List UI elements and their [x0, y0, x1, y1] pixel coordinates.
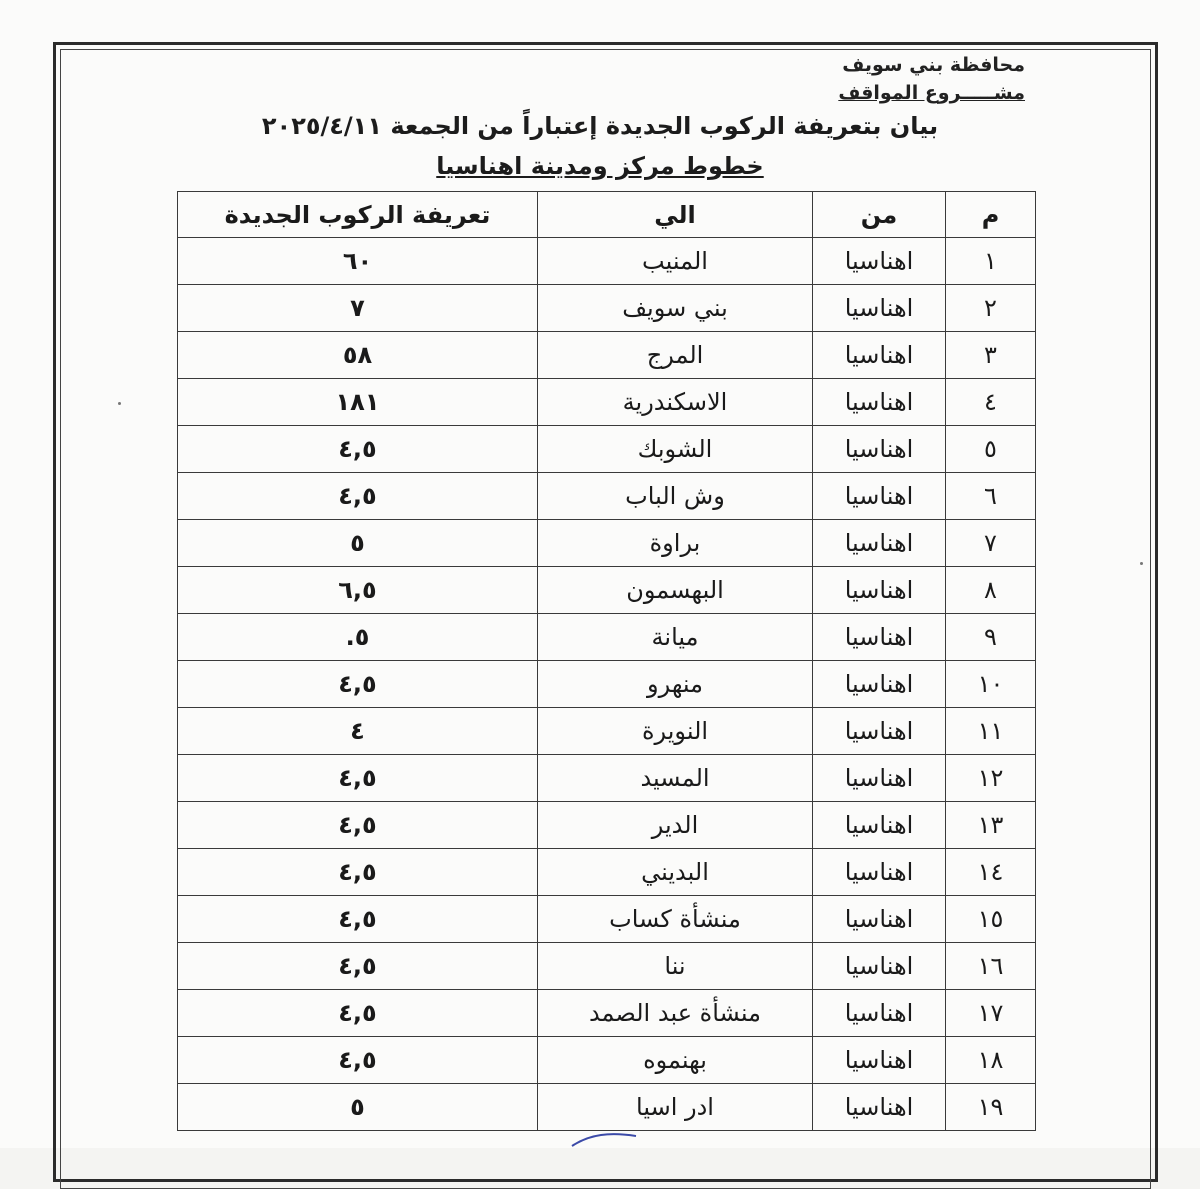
row-to: النويرة	[538, 708, 813, 755]
table-row	[178, 426, 1036, 473]
scan-speck	[1140, 562, 1143, 565]
row-fare: ٦٠	[178, 238, 538, 285]
row-fare: ٤	[178, 708, 538, 755]
row-fare: ٤,٥	[178, 1037, 538, 1084]
table-row	[178, 614, 1036, 661]
row-from: اهناسيا	[813, 238, 946, 285]
column-header-to: الي	[538, 192, 813, 238]
row-fare: ٥	[178, 520, 538, 567]
row-fare: ٤,٥	[178, 990, 538, 1037]
row-from: اهناسيا	[813, 567, 946, 614]
document-subtitle	[180, 152, 1020, 180]
scan-speck	[118, 402, 121, 405]
table-row	[178, 661, 1036, 708]
row-to: الاسكندرية	[538, 379, 813, 426]
row-to: المرج	[538, 332, 813, 379]
row-fare: ٥٨	[178, 332, 538, 379]
table-row	[178, 238, 1036, 285]
row-number: ٢	[946, 285, 1036, 332]
column-header-fare: تعريفة الركوب الجديدة	[178, 192, 538, 238]
row-from: اهناسيا	[813, 755, 946, 802]
column-header-number: م	[946, 192, 1036, 238]
row-number: ١٣	[946, 802, 1036, 849]
row-to: المسيد	[538, 755, 813, 802]
table-row	[178, 990, 1036, 1037]
row-to: منشأة عبد الصمد	[538, 990, 813, 1037]
table-row	[178, 849, 1036, 896]
row-from: اهناسيا	[813, 661, 946, 708]
table-row	[178, 332, 1036, 379]
row-number: ١١	[946, 708, 1036, 755]
row-number: ١	[946, 238, 1036, 285]
table-body	[178, 238, 1036, 1131]
row-number: ١٦	[946, 943, 1036, 990]
row-from: اهناسيا	[813, 802, 946, 849]
row-fare: ٥	[178, 1084, 538, 1131]
row-number: ٦	[946, 473, 1036, 520]
row-from: اهناسيا	[813, 426, 946, 473]
column-header-from: من	[813, 192, 946, 238]
row-from: اهناسيا	[813, 1084, 946, 1131]
row-from: اهناسيا	[813, 285, 946, 332]
document-title: بيان بتعريفة الركوب الجديدة إعتباراً من الجمعة ٢٠٢٥/٤/١١	[261, 112, 939, 140]
row-fare: ٤,٥	[178, 802, 538, 849]
table-row	[178, 802, 1036, 849]
row-from: اهناسيا	[813, 896, 946, 943]
row-number: ٤	[946, 379, 1036, 426]
row-fare: ٤,٥	[178, 849, 538, 896]
row-fare: ٤,٥	[178, 661, 538, 708]
row-to: المنيب	[538, 238, 813, 285]
row-from: اهناسيا	[813, 379, 946, 426]
row-to: بني سويف	[538, 285, 813, 332]
row-fare: ٧	[178, 285, 538, 332]
table-row	[178, 708, 1036, 755]
table-row	[178, 1037, 1036, 1084]
table-row	[178, 1084, 1036, 1131]
row-number: ٣	[946, 332, 1036, 379]
project-label: مشـــــروع المواقف	[838, 82, 1025, 104]
row-number: ١٠	[946, 661, 1036, 708]
table-row	[178, 567, 1036, 614]
row-number: ١٩	[946, 1084, 1036, 1131]
row-to: ادر اسيا	[538, 1084, 813, 1131]
row-from: اهناسيا	[813, 614, 946, 661]
row-to: الشوبك	[538, 426, 813, 473]
signature-mark	[570, 1128, 640, 1148]
table-row	[178, 943, 1036, 990]
table-row	[178, 520, 1036, 567]
row-number: ١٥	[946, 896, 1036, 943]
row-to: براوة	[538, 520, 813, 567]
row-fare: ٤,٥	[178, 426, 538, 473]
row-from: اهناسيا	[813, 708, 946, 755]
row-fare: ٥.	[178, 614, 538, 661]
row-to: منهرو	[538, 661, 813, 708]
row-from: اهناسيا	[813, 849, 946, 896]
fare-table	[177, 191, 1036, 1131]
row-from: اهناسيا	[813, 943, 946, 990]
row-number: ١٨	[946, 1037, 1036, 1084]
row-number: ٩	[946, 614, 1036, 661]
row-fare: ١٨١	[178, 379, 538, 426]
row-fare: ٦,٥	[178, 567, 538, 614]
row-to: وش الباب	[538, 473, 813, 520]
table-row	[178, 755, 1036, 802]
row-to: بهنموه	[538, 1037, 813, 1084]
row-to: البهسمون	[538, 567, 813, 614]
row-from: اهناسيا	[813, 520, 946, 567]
row-from: اهناسيا	[813, 1037, 946, 1084]
table-row	[178, 379, 1036, 426]
row-fare: ٤,٥	[178, 755, 538, 802]
row-from: اهناسيا	[813, 990, 946, 1037]
row-number: ٥	[946, 426, 1036, 473]
row-number: ٧	[946, 520, 1036, 567]
row-from: اهناسيا	[813, 332, 946, 379]
row-to: ننا	[538, 943, 813, 990]
row-to: البديني	[538, 849, 813, 896]
table-row	[178, 896, 1036, 943]
row-from: اهناسيا	[813, 473, 946, 520]
row-to: ميانة	[538, 614, 813, 661]
table-row	[178, 285, 1036, 332]
subtitle-text: خطوط مركز ومدينة اهناسيا	[436, 152, 764, 180]
row-fare: ٤,٥	[178, 473, 538, 520]
row-to: الدير	[538, 802, 813, 849]
row-number: ٨	[946, 567, 1036, 614]
row-fare: ٤,٥	[178, 896, 538, 943]
row-fare: ٤,٥	[178, 943, 538, 990]
row-number: ١٢	[946, 755, 1036, 802]
table-header-row	[178, 192, 1036, 238]
row-number: ١٤	[946, 849, 1036, 896]
row-number: ١٧	[946, 990, 1036, 1037]
table-row	[178, 473, 1036, 520]
governorate-label: محافظة بني سويف	[842, 54, 1025, 76]
row-to: منشأة كساب	[538, 896, 813, 943]
